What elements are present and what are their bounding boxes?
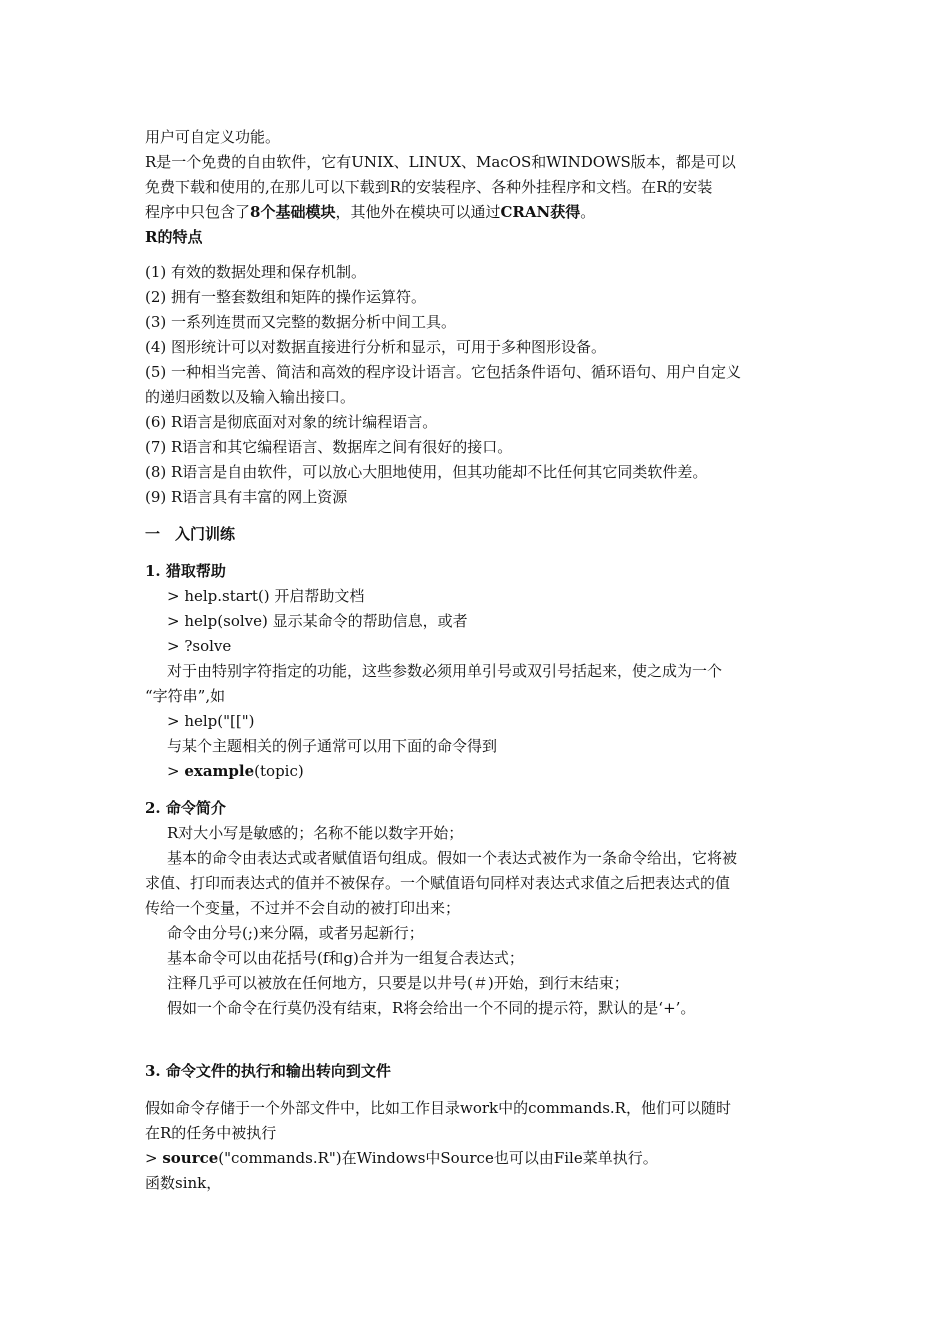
feature-item: (3) 一系列连贯而又完整的数据分析中间工具。 <box>145 313 457 331</box>
help-line: 对于由特别字符指定的功能，这些参数必须用单引号或双引号括起来，使之成为一个 <box>167 662 723 680</box>
commands-line: 基本命令可以由花括号(f和g)合并为一组复合表达式； <box>167 949 524 967</box>
files-heading: 3. 命令文件的执行和输出转向到文件 <box>145 1062 391 1080</box>
files-line: 函数sink， <box>145 1174 222 1192</box>
help-line: > help.start() 开启帮助文档 <box>167 587 365 605</box>
section-heading: 一 入门训练 <box>145 525 236 543</box>
files-line: 在R的任务中被执行 <box>145 1124 277 1142</box>
commands-line: 传给一个变量，不过并不会自动的被打印出来； <box>145 899 461 917</box>
help-prompt: > <box>167 762 185 780</box>
commands-line: R对大小写是敏感的；名称不能以数字开始； <box>167 824 464 842</box>
help-line: > ?solve <box>167 637 232 655</box>
commands-line: 假如一个命令在行莫仍没有结束，R将会给出一个不同的提示符，默认的是‘+’。 <box>167 999 696 1017</box>
files-line: 假如命令存储于一个外部文件中，比如工作目录work中的commands.R，他们可以随时 <box>145 1099 731 1117</box>
intro-bold-modules: 8个基础模块 <box>250 203 336 221</box>
feature-item: (9) R语言具有丰富的网上资源 <box>145 488 348 506</box>
intro-line <box>145 200 810 225</box>
help-line: > help(solve) 显示某命令的帮助信息，或者 <box>167 612 468 630</box>
help-text: (topic) <box>254 762 304 780</box>
files-bold-source: source <box>162 1149 219 1167</box>
intro-text: 。 <box>580 203 596 221</box>
intro-text: 程序中只包含了 <box>145 203 251 221</box>
feature-item: 的递归函数以及输入输出接口。 <box>145 388 356 406</box>
features-heading: R的特点 <box>145 228 203 246</box>
document-page <box>145 125 810 1196</box>
help-line: > help("[[") <box>167 712 255 730</box>
feature-item: (5) 一种相当完善、简洁和高效的程序设计语言。它包括条件语句、循环语句、用户自定义 <box>145 363 742 381</box>
help-line: 与某个主题相关的例子通常可以用下面的命令得到 <box>167 737 498 755</box>
help-line: “字符串”,如 <box>145 687 226 705</box>
intro-line: 用户可自定义功能。 <box>145 128 281 146</box>
intro-text: ，其他外在模块可以通过 <box>335 203 501 221</box>
feature-item: (8) R语言是自由软件，可以放心大胆地使用，但其功能却不比任何其它同类软件差。 <box>145 463 708 481</box>
help-bold-example: example <box>184 762 255 780</box>
feature-item: (2) 拥有一整套数组和矩阵的操作运算符。 <box>145 288 427 306</box>
commands-line: 基本的命令由表达式或者赋值语句组成。假如一个表达式被作为一条命令给出，它将被 <box>167 849 738 867</box>
feature-item: (6) R语言是彻底面对对象的统计编程语言。 <box>145 413 438 431</box>
feature-item: (7) R语言和其它编程语言、数据库之间有很好的接口。 <box>145 438 513 456</box>
commands-line: 注释几乎可以被放在任何地方，只要是以井号(＃)开始，到行末结束； <box>167 974 629 992</box>
commands-heading: 2. 命令简介 <box>145 799 226 817</box>
intro-bold-cran: CRAN获得 <box>500 203 581 221</box>
help-line <box>145 759 810 784</box>
commands-line: 求值、打印而表达式的值并不被保存。一个赋值语句同样对表达式求值之后把表达式的值 <box>145 874 731 892</box>
files-line <box>145 1146 810 1171</box>
intro-line: R是一个免费的自由软件，它有UNIX、LINUX、MacOS和WINDOWS版本，都是可以 <box>145 153 736 171</box>
feature-item: (1) 有效的数据处理和保存机制。 <box>145 263 367 281</box>
feature-item: (4) 图形统计可以对数据直接进行分析和显示，可用于多种图形设备。 <box>145 338 607 356</box>
intro-line: 免费下载和使用的,在那儿可以下载到R的安装程序、各种外挂程序和文档。在R的安装 <box>145 178 713 196</box>
files-prompt: > <box>145 1149 163 1167</box>
commands-line: 命令由分号(;)来分隔，或者另起新行； <box>167 924 424 942</box>
files-text: ("commands.R")在Windows中Source也可以由File菜单执行。 <box>218 1149 658 1167</box>
help-heading: 1. 猎取帮助 <box>145 562 226 580</box>
